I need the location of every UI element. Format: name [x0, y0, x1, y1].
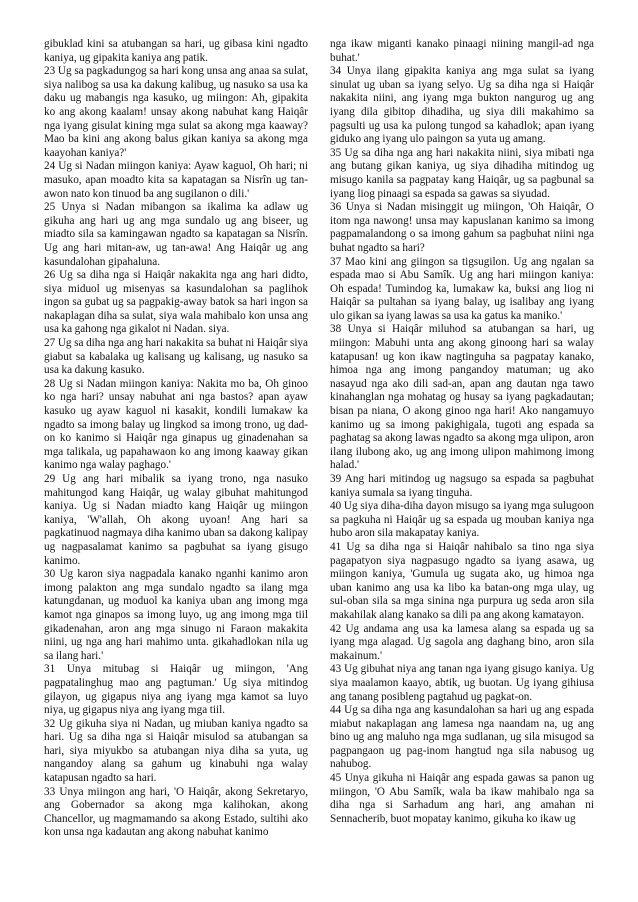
verse-paragraph: 30 Ug karon siya nagpadala kanako nganhi kanimo aron imong palakton ang mga sundalo ngadto sa ilang mga katungdanan, ug moduol ka kaniya uban ang imong mga kamot nga ginapos sa imong luyo, ug ang imong mga tiil gikadenahan, aron ang mga sinugo ni Faraon makakita niini, ug nga ang hari mahimo unta. gikahadlokan nila ug sa ilang hari.' [44, 568, 308, 662]
verse-paragraph: 28 Ug si Nadan miingon kaniya: Nakita mo ba, Oh ginoo ko nga hari? unsay nabuhat ani nga bastos? apan ayaw kasuko ug ayaw kaguol ni kasakit, kondili lumakaw ka ngadto sa imong balay ug lingkod sa imong trono, ug dad-on ko kanimo si Haiqâr nga ginapus ug ginadenahan sa mga talikala, ug papahawaon ko ang imong kaaway gikan kanimo nga walay paghago.' [44, 377, 308, 472]
left-column [44, 38, 308, 840]
verse-paragraph: 36 Unya si Nadan misinggit ug miingon, 'Oh Haiqâr, O itom nga nawong! unsa may kapuslanan kanimo sa imong pagpamalandong o sa imong gahum sa pagbuhat niini nga buhat ngadto sa hari? [330, 201, 594, 254]
verse-paragraph: 37 Mao kini ang giingon sa tigsugilon. Ug ang ngalan sa espada mao si Abu Samîk. Ug ang hari miingon kaniya: Oh espada! Tumindog ka, lumakaw ka, buksi ang liog ni Haiqâr sa pultahan sa iyang balay, ug isalibay ang iyang ulo gikan sa iyang lawas sa usa ka gatus ka maniko.' [330, 255, 594, 322]
verse-paragraph: 35 Ug sa diha nga ang hari nakakita niini, siya mibati nga ang butang gikan kaniya, ug siya dihadiha mitindog ug misugo kanila sa pagpatay kang Haiqâr, ug sa pagbunal sa iyang liog pinaagi sa espada sa gawas sa siyudad. [330, 146, 594, 200]
verse-paragraph: 27 Ug sa diha nga ang hari nakakita sa buhat ni Haiqâr siya giabut sa kabalaka ug kalisang ug kalisang, ug nasuko sa usa ka dakung kasuko. [44, 337, 308, 377]
verse-paragraph: 45 Unya gikuha ni Haiqâr ang espada gawas sa panon ug miingon, 'O Abu Samîk, wala ba ikaw mahibalo nga sa diha nga si Sarhadum ang hari, ang amahan ni Sennacherib, buot mopatay kanimo, gikuha ko ikaw ug [330, 772, 594, 825]
verse-paragraph: 24 Ug si Nadan miingon kaniya: Ayaw kaguol, Oh hari; ni masuko, apan moadto kita sa kapatagan sa Nisrîn ug tan-awon nato kon tinuod ba ang sugilanon o dili.' [44, 160, 308, 200]
right-column [330, 38, 594, 840]
verse-paragraph: 41 Ug sa diha nga si Haiqâr nahibalo sa tino nga siya pagapatyon siya nagpasugo ngadto sa iyang asawa, ug miingon kaniya, 'Gumula ug sugata ako, ug himoa nga uban kanimo ang usa ka libo ka batan-ong mga ulay, ug sul-oban sila sa mga sinina nga purpura ug seda aron sila makahilak alang kanako sa dili pa ang akong kamatayon. [330, 540, 594, 621]
two-column-layout [44, 38, 594, 840]
verse-paragraph: nga ikaw miganti kanako pinaagi niining mangil-ad nga buhat.' [330, 38, 594, 64]
verse-paragraph: 40 Ug siya diha-diha dayon misugo sa iyang mga sulugoon sa pagkuha ni Haiqâr ug sa espada ug mouban kaniya nga hubo aron sila makapatay kaniya. [330, 500, 594, 540]
verse-paragraph: gibuklad kini sa atubangan sa hari, ug gibasa kini ngadto kaniya, ug gipakita kaniya ang patik. [44, 38, 308, 64]
verse-paragraph: 23 Ug sa pagkadungog sa hari kong unsa ang anaa sa sulat, siya nalibog sa usa ka dakung kalibug, ug nasuko sa usa ka daku ug mabangis nga kasuko, ug miingon: Ah, gipakita ko ang akong kaalam! unsay akong nabuhat kang Haiqâr nga iyang gisulat kining mga sulat sa akong mga kaaway? Mao ba kini ang akong balus gikan kaniya sa akong mga kaayohan kaniya?' [44, 65, 308, 159]
verse-paragraph: 31 Unya mitubag si Haiqâr ug miingon, 'Ang pagpatalinghug mao ang pagtuman.' Ug siya mitindog gilayon, ug gigapus niya ang iyang mga kamot sa luyo niya, ug gigapus niya ang iyang mga tiil. [44, 663, 308, 717]
verse-paragraph: 33 Unya miingon ang hari, 'O Haiqâr, akong Sekretaryo, ang Gobernador sa akong mga kalihokan, akong Chancellor, ug magmamando sa akong Estado, sultihi ako kon unsa nga kadautan ang akong nabuhat kanimo [44, 785, 308, 839]
verse-paragraph: 43 Ug gibuhat niya ang tanan nga iyang gisugo kaniya. Ug siya maalamon kaayo, abtik, ug buotan. Ug iyang gihiusa ang tanang posibleng pagtahud ug pagkat-on. [330, 663, 594, 703]
verse-paragraph: 26 Ug sa diha nga si Haiqâr nakakita nga ang hari didto, siya miduol ug misenyas sa kasundalohan sa paglihok ingon sa gubat ug sa pagpakig-away batok sa hari ingon sa nakaplagan diha sa sulat, siya wala mahibalo kon unsa ang usa ka gahong nga gikalot ni Nadan. siya. [44, 269, 308, 336]
verse-paragraph: 44 Ug sa diha nga ang kasundalohan sa hari ug ang espada miabut nakaplagan ang lamesa nga naandam na, ug ang bino ug ang maluho nga mga sudlanan, ug sila misugod sa pagpangaon ug pag-inom hangtud nga sila nabusog ug nahubog. [330, 704, 594, 771]
verse-paragraph: 25 Unya si Nadan mibangon sa ikalima ka adlaw ug gikuha ang hari ug ang mga sundalo ug ang biseer, ug miadto sila sa kamingawan ngadto sa kapatagan sa Nisrîn. Ug ang hari mitan-aw, ug tan-awa! Ang Haiqâr ug ang kasundalohan gipahaluna. [44, 201, 308, 268]
verse-paragraph: 29 Ug ang hari mibalik sa iyang trono, nga nasuko mahitungod kang Haiqâr, ug walay gibuhat mahitungod kaniya. Ug si Nadan miadto kang Haiqâr ug miingon kaniya, 'W'allah, Oh akong uyoan! Ang hari sa pagkatinuod nagmaya diha kanimo uban sa dakong kalipay ug nagpasalamat kanimo sa pagbuhat sa iyang gisugo kanimo. [44, 473, 308, 567]
verse-paragraph: 39 Ang hari mitindog ug nagsugo sa espada sa pagbuhat kaniya sumala sa iyang tinguha. [330, 473, 594, 499]
verse-paragraph: 32 Ug gikuha siya ni Nadan, ug miuban kaniya ngadto sa hari. Ug sa diha nga si Haiqâr misulod sa atubangan sa hari, siya miyukbo sa atubangan niya diha sa yuta, ug nangandoy alang sa gahum ug kinabuhi nga walay katapusan ngadto sa hari. [44, 717, 308, 785]
verse-paragraph: 34 Unya ilang gipakita kaniya ang mga sulat sa iyang sinulat ug uban sa iyang selyo. Ug sa diha nga si Haiqâr nakakita niini, ang iyang mga bukton nangurog ug ang iyang dila gibitop dihadiha, ug siya dili makahimo sa pagsulti ug usa ka pulong tungod sa kahadlok; apan iyang giduko ang iyang ulo paingon sa yuta ug amang. [330, 65, 594, 146]
verse-paragraph: 38 Unya si Haiqâr miluhod sa atubangan sa hari, ug miingon: Mabuhi unta ang akong ginoong hari sa walay katapusan! ug kon ikaw nagtinguha sa pagpatay kanako, himoa nga ang imong pangandoy matuman; ug ako nasayud nga ako dili sad-an, apan ang dautan nga tawo kinahanglan nga mohatag og husay sa iyang pagkadautan; bisan pa niana, O akong ginoo nga hari! Ako nangamuyo kanimo ug sa imong pakighigala, tugoti ang espada sa paghatag sa akong lawas ngadto sa akong mga ulipon, aron ilang ilubong ako, ug ang imong ulipon mahimong imong halad.' [330, 323, 594, 472]
verse-paragraph: 42 Ug andama ang usa ka lamesa alang sa espada ug sa iyang mga alagad. Ug sagola ang daghang bino, aron sila makainum.' [330, 622, 594, 662]
